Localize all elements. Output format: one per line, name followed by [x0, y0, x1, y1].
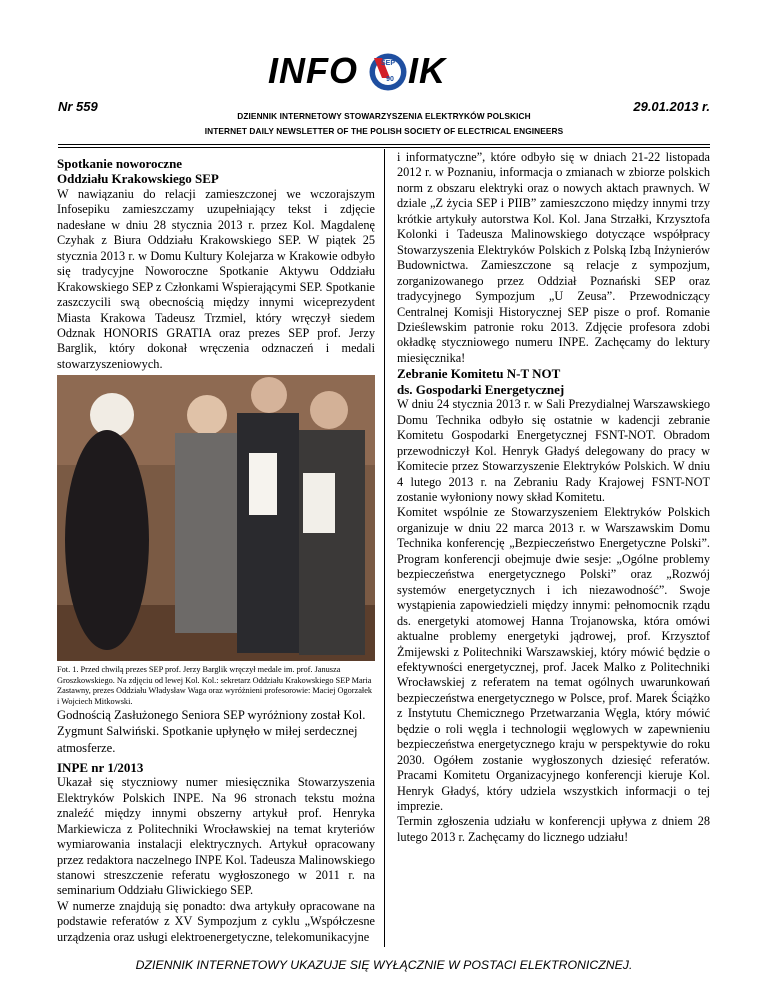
article-body: W nawiązaniu do relacji zamieszczonej we wczorajszym Infosepiku zamieszczamy uzupełniający tekst i zdjęcie nadesłane w dniu 28 stycznia 2013 r. przez Kol. Magdalenę Czyhak z Biura Oddziału Krakowskiego SEP. W piątek 25 stycznia 2013 r. w Domu Kultury Kolejarza w Krakowie odbyło się tradycyjne Noworoczne Spotkanie Aktywu Oddziału Krakowskiego SEP z Członkami Wspierającymi SEP. Spotkanie zaszczycili swą obecnością między innymi wiceprezydent Miasta Krakowa Tadeusz Trzmiel, który wręczył siedem Odznak HONORIS GRATIA oraz prezes SEP prof. Jerzy Barglik, który dokonał wręczenia odznaczeń i medali stowarzyszeniowych.	[57, 186, 375, 371]
article-title: Spotkanie noworoczne	[57, 156, 183, 171]
article-title-line-2: Oddziału Krakowskiego SEP	[57, 171, 219, 187]
inpe-article-body: Ukazał się styczniowy numer miesięcznika Stowarzyszenia Elektryków Polskich INPE. Na 96 stronach tekstu można znaleźć między innymi obszerny artykuł prof. Henryka Markiewicza z Politechniki Wrocławskiej na temat kryteriów wymiarowania instalacji elektrycznych. Artykuł opracowany przez redaktora naczelnego INPE Kol. Tadeusza Malinowskiego stanowi streszczenie referatu wygłoszonego w 2011 r. na seminarium Oddziału Gliwickiego SEP.	[57, 775, 375, 898]
photo-caption: Fot. 1. Przed chwilą prezes SEP prof. Jerzy Barglik wręczył medale im. prof. Janusza Groszkowskiego. Na zdjęciu od lewej Kol. Kol.: sekretarz Oddziału Krakowskiego SEP Maria Zastawny, prezes Oddziału Władysław Waga oraz wyróżnieni profesorowie: Maciej Ogorzałek i Wojciech Mitkowski.	[57, 665, 373, 706]
issue-number: Nr 559	[58, 99, 98, 114]
article-body-continued: Godnością Zasłużonego Seniora SEP wyróżniony został Kol. Zygmunt Salwiński. Spotkanie upłynęło w miłej serdecznej atmosferze.	[57, 707, 366, 755]
tagline-polish: DZIENNIK INTERNETOWY STOWARZYSZENIA ELEKTRYKÓW POLSKICH	[237, 111, 531, 121]
header-rule	[58, 144, 710, 145]
header-rule-second	[58, 147, 710, 148]
tagline-english: INTERNET DAILY NEWSLETTER OF THE POLISH SOCIETY OF ELECTRICAL ENGINEERS	[204, 126, 564, 136]
emblem-sub: 90	[386, 76, 394, 83]
inpe-article-title: INPE nr 1/2013	[57, 759, 144, 775]
right-column	[397, 150, 710, 845]
sep-emblem-logo	[368, 52, 408, 92]
committee-article-body-3: Termin zgłoszenia udziału w konferencji upływa z dniem 28 lutego 2013 r. Zachęcamy do licznego udziału!	[397, 814, 710, 844]
inpe-article-continued: i informatyczne”, które odbyło się w dniach 21-22 listopada 2012 r. w Poznaniu, informacja o zmianach w zbiorze polskich norm z obszaru elektryki oraz o nowych aktach prawnych. W dziale „Z życia SEP i PIIB” zamieszczono między innymi trzy krótkie artykuły autorstwa Kol. Kol. Jana Strzałki, Krzysztofa Kolonki i Tadeusza Malinowskiego dotyczące współpracy Stowarzyszenia Elektryków Polskich z Polską Izbą Inżynierów Budownictwa. Zamieszczone są relacje z sympozjum, zorganizowanego przez Oddział Poznański SEP oraz tradycyjnego Sympozjum „U Zeusa”. Przewodniczący Centralnej Komisji Historycznej SEP pisze o prof. Romanie Dzieślewskim patronie roku 2013. Zdjęcie profesora zdobi okładkę styczniowego numeru INPE. Zachęcamy do lektury miesięcznika!	[397, 150, 710, 365]
committee-article-title: Zebranie Komitetu N-T NOT	[397, 366, 561, 382]
logo-text-info: INFO	[268, 50, 358, 91]
committee-article-title-line-2: ds. Gospodarki Energetycznej	[397, 381, 565, 397]
masthead	[0, 48, 768, 94]
issue-date: 29.01.2013 r.	[633, 99, 710, 114]
committee-article-body-2: Komitet wspólnie ze Stowarzyszeniem Elektryków Polskich organizuje w dniu 22 marca 2013 r. w Warszawskim Domu Technika konferencję „Bezpieczeństwo Energetyczne Polski”. Program konferencji obejmuje dwie sesje: „Ogólne problemy bezpieczeństwa energetycznego Polski” oraz „Rozwój systemów energetycznych i ich niezawodność”. Swoje wystąpienia zapowiedzieli między innymi: pełnomocnik rządu ds. energetyki atomowej Hanna Trojanowska, która omówi aktualne problemy energetyki jądrowej, prof. Krzysztof Żmijewski z Politechniki Warszawskiej, który mówić będzie o efektywności energetycznej, prof. Jacek Malko z Politechniki Wrocławskiej z referatem na temat ogólnych uwarunkowań bezpieczeństwa energetycznego w Polsce, prof. Marek Ściążko z Instytutu Chemicznego Przetwarzania Węgla, który mówić będzie o roli węgla i technologii węglowych w zapewnieniu bezpieczeństwa energetycznego kraju w perspektywie do roku 2030. Ogółem zostanie wygłoszonych dziesięć referatów. Pracami Komitetu Organizacyjnego konferencji kieruje Kol. Henryk Gładyś, który udziela wszystkich informacji o tej imprezie.	[397, 505, 710, 814]
event-photo-illustration	[57, 375, 375, 661]
footer-notice: DZIENNIK INTERNETOWY UKAZUJE SIĘ WYŁĄCZNIE W POSTACI ELEKTRONICZNEJ.	[135, 958, 633, 972]
emblem-text: SEP	[380, 60, 396, 67]
logo-text-ik: IK	[408, 50, 446, 91]
committee-article-body: W dniu 24 stycznia 2013 r. w Sali Prezydialnej Warszawskiego Domu Technika odbyło się ostatnie w kadencji zebranie Komitetu Gospodarki Energetycznej FSNT-NOT. Obradom przewodniczył Kol. Henryk Gładyś delegowany do pracy w Komitecie przez Stowarzyszenie Elektryków Polskich. W dniu 4 lutego 2013 r. na Zebraniu Rady Krajowej FSNT-NOT zostanie wyłoniony nowy skład Komitetu.	[397, 397, 710, 504]
inpe-article-body-2: W numerze znajdują się ponadto: dwa artykuły opracowane na podstawie referatów z XV Sympozjum z cyklu „Współczesne urządzenia oraz usługi elektroenergetyczne, telekomunikacyjne	[57, 898, 375, 944]
column-divider	[384, 149, 385, 947]
left-column	[57, 156, 375, 945]
event-photo	[57, 375, 375, 661]
